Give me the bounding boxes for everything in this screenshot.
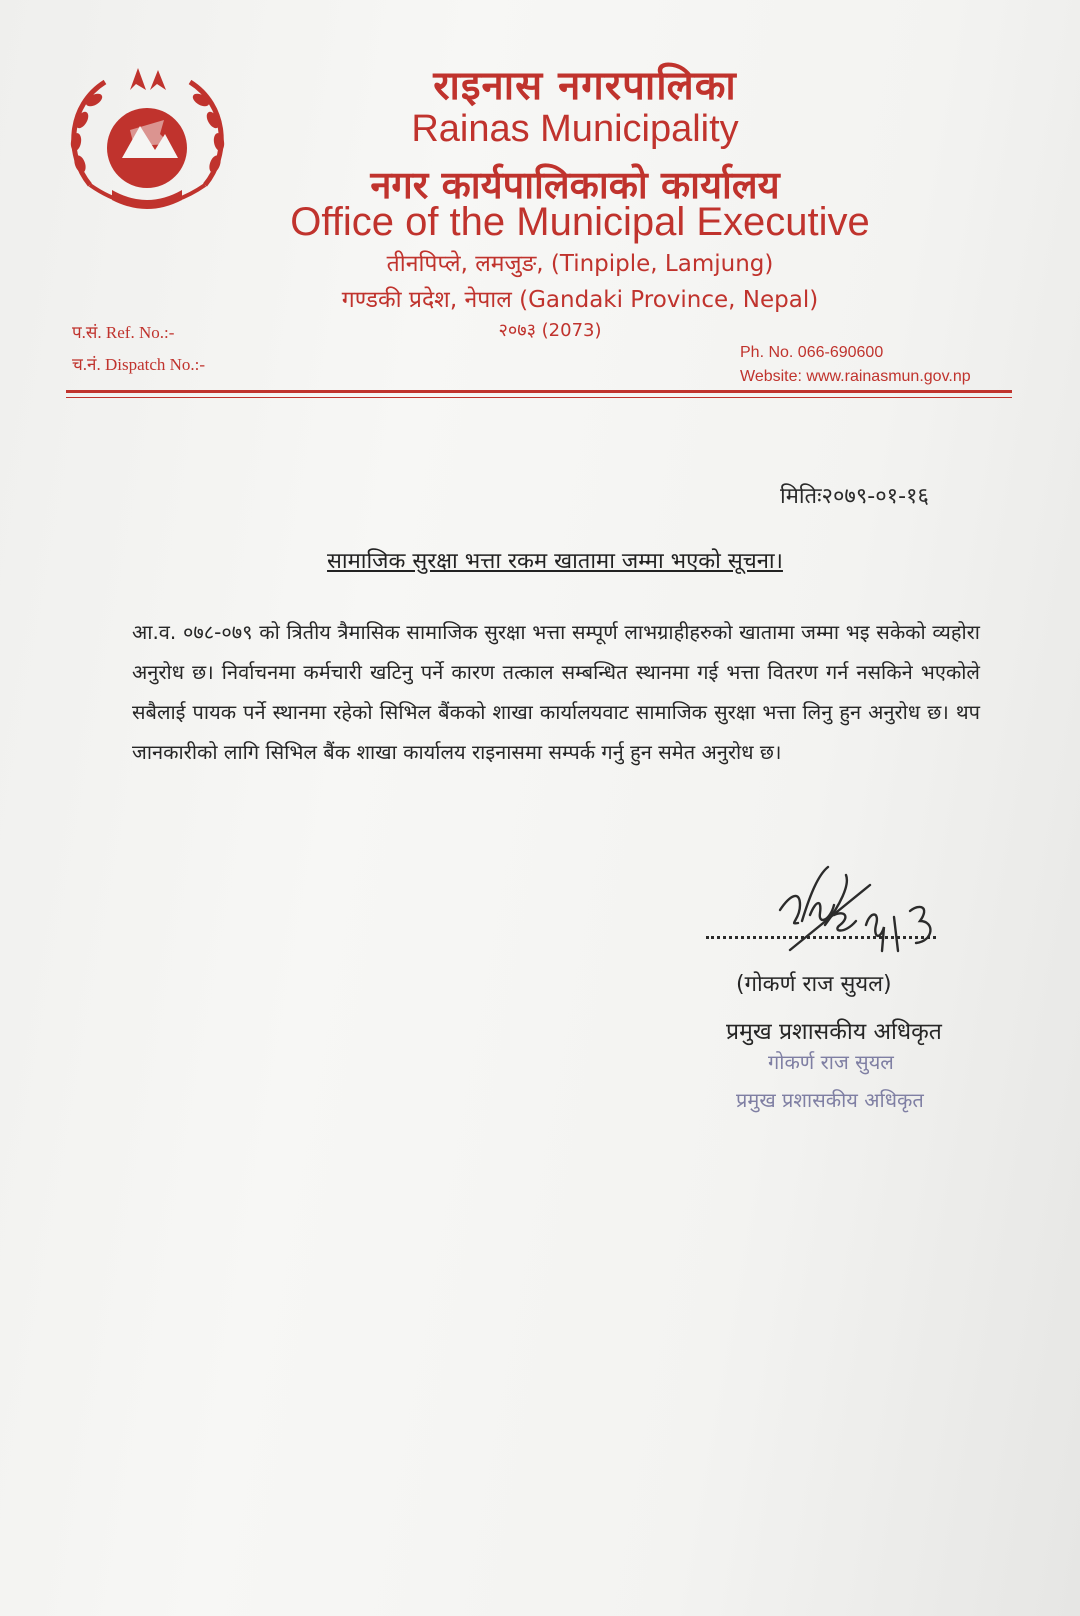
header-divider (66, 390, 1012, 393)
handwritten-signature-icon (770, 855, 970, 965)
signer-title: प्रमुख प्रशासकीय अधिकृत (726, 1019, 942, 1045)
municipality-name-english: Rainas Municipality (411, 108, 739, 150)
letter-body: आ.व. ०७८-०७९ को त्रितीय त्रैमासिक सामाजिक सुरक्षा भत्ता सम्पूर्ण लाभग्राहीहरुको खातामा जम्मा भइ सकेको व्यहोरा अनुरोध छ। निर्वाचनमा कर्मचारी खटिनु पर्ने कारण तत्काल सम्बन्धित स्थानमा गई भत्ता वितरण गर्न नसकिने भएकोले सबैलाई पायक पर्ने स्थानमा रहेको सिभिल बैंकको शाखा कार्यालयवाट सामाजिक सुरक्षा भत्ता लिनु हुन अनुरोध छ। थप जानकारीको लागि सिभिल बैंक शाखा कार्यालय राइनासमा सम्पर्क गर्नु हुन समेत अनुरोध छ। (132, 620, 980, 764)
subject-text: सामाजिक सुरक्षा भत्ता रकम खातामा जम्मा भएको सूचना। (327, 549, 783, 574)
address-line-2: गण्डकी प्रदेश, नेपाल (Gandaki Province, Nepal) (341, 287, 819, 313)
letter-subject (0, 545, 1080, 575)
stamp-name: गोकर्ण राज सुयल (768, 1050, 894, 1074)
header-divider-thin (66, 397, 1012, 398)
address-line-1: तीनपिप्ले, लमजुङ, (Tinpiple, Lamjung) (386, 251, 774, 277)
website: Website: www.rainasmun.gov.np (740, 368, 971, 385)
office-name-english: Office of the Municipal Executive (290, 200, 870, 244)
established-year: २०७३ (2073) (498, 320, 602, 341)
signer-name: (गोकर्ण राज सुयल) (736, 972, 892, 997)
reference-number-label: प.सं. Ref. No.:- (72, 323, 175, 342)
stamp-title: प्रमुख प्रशासकीय अधिकृत (736, 1088, 924, 1112)
municipality-name-nepali: राइनास नगरपालिका (433, 63, 737, 109)
phone-number: Ph. No. 066-690600 (740, 344, 884, 361)
letter-date: मितिः२०७९-०१-१६ (780, 484, 929, 509)
dispatch-number-label: च.नं. Dispatch No.:- (72, 355, 206, 374)
office-name-nepali: नगर कार्यपालिकाको कार्यालय (370, 163, 780, 207)
signature-line (706, 930, 936, 939)
